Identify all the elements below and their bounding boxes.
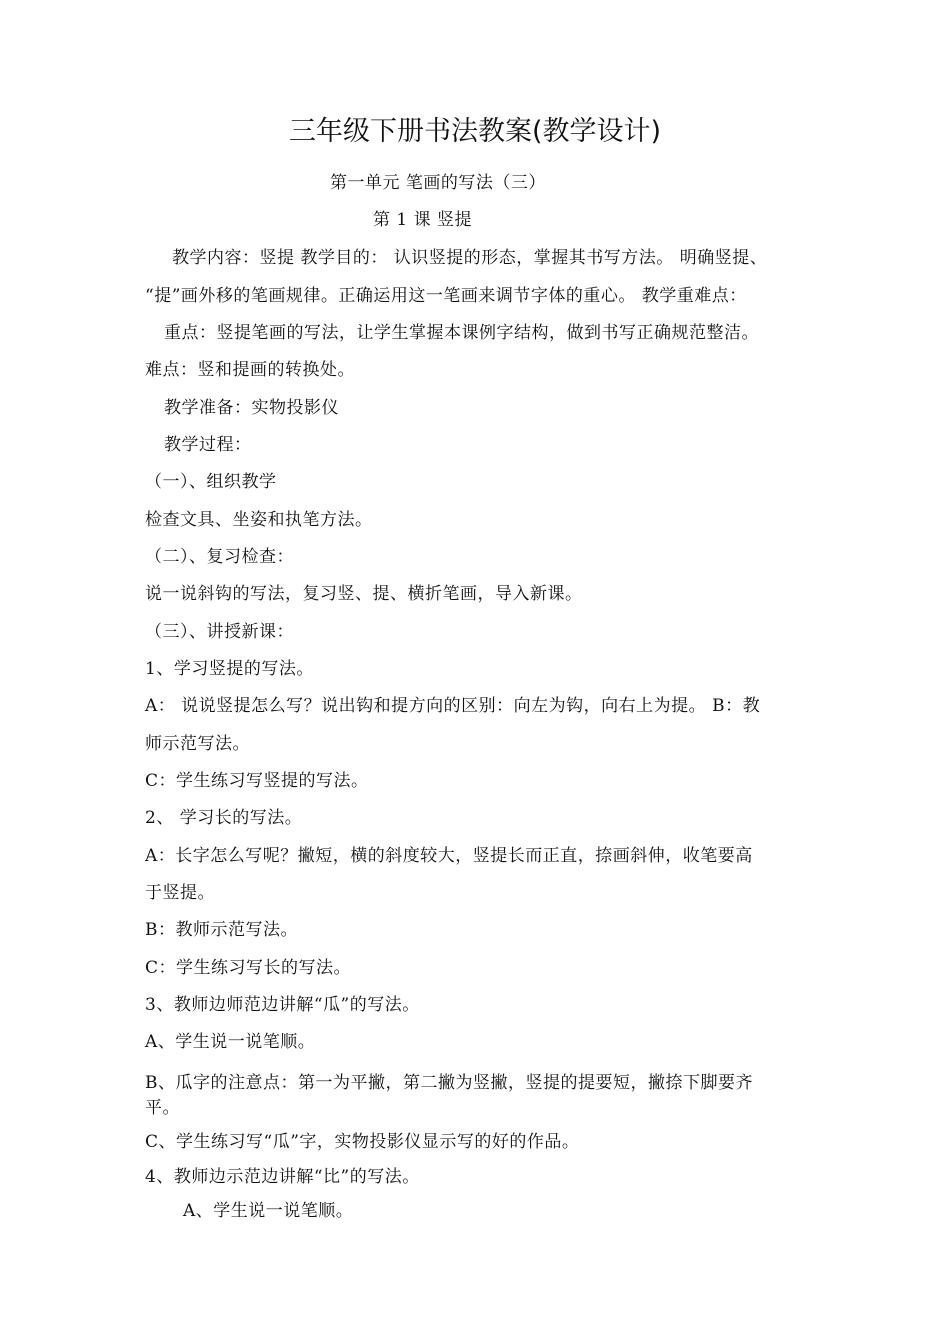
- body-line: B：教师示范写法。: [145, 920, 298, 940]
- body-line: 于竖提。: [145, 883, 215, 903]
- body-line: 教学过程：: [164, 435, 252, 455]
- section-heading: （三）、讲授新课：: [145, 622, 294, 642]
- body-line: “提”画外移的笔画规律。正确运用这一笔画来调节字体的重心。 教学重难点：: [145, 286, 747, 306]
- body-line: A： 说说竖提怎么写？说出钩和提方向的区别：向左为钩，向右上为提。 B：教: [145, 696, 761, 716]
- unit-heading: 第一单元 笔画的写法（三）: [330, 173, 546, 193]
- body-line: C、学生练习写“瓜”字，实物投影仪显示写的好的作品。: [145, 1132, 580, 1152]
- body-line: 说一说斜钩的写法，复习竖、提、横折笔画，导入新课。: [145, 584, 583, 604]
- body-line: 检查文具、坐姿和执笔方法。: [145, 510, 373, 530]
- body-line: C：学生练习写长的写法。: [145, 958, 352, 978]
- lesson-heading: 第 1 课 竖提: [373, 210, 473, 230]
- body-line: C：学生练习写竖提的写法。: [145, 771, 369, 791]
- body-line: 重点：竖提笔画的写法，让学生掌握本课例字结构，做到书写正确规范整洁。: [164, 323, 759, 343]
- body-line: 教学准备：实物投影仪: [164, 398, 339, 418]
- list-item: 1、学习竖提的写法。: [145, 659, 314, 679]
- body-line: A：长字怎么写呢？撇短，横的斜度较大，竖提长而正直，捺画斜伸，收笔要高: [145, 846, 753, 866]
- body-line: 师示范写法。: [145, 734, 250, 754]
- body-line: 教学内容：竖提 教学目的： 认识竖提的形态，掌握其书写方法。 明确竖提、: [172, 248, 768, 268]
- body-line: 平。: [145, 1098, 180, 1118]
- list-item: 3、教师边师范边讲解“瓜”的写法。: [145, 995, 420, 1015]
- section-heading: （二）、复习检查：: [145, 547, 294, 567]
- document-title: 三年级下册书法教案(教学设计): [288, 116, 662, 147]
- body-line: A、学生说一说笔顺。: [183, 1201, 354, 1221]
- body-line: A、学生说一说笔顺。: [145, 1032, 316, 1052]
- list-item: 2、 学习长的写法。: [145, 808, 303, 828]
- body-line: 难点：竖和提画的转换处。: [145, 360, 355, 380]
- section-heading: （一）、组织教学: [145, 472, 277, 492]
- body-line: B、瓜字的注意点：第一为平撇，第二撇为竖撇，竖提的提要短，撇捺下脚要齐: [145, 1073, 753, 1093]
- list-item: 4、教师边示范边讲解“比”的写法。: [145, 1167, 420, 1187]
